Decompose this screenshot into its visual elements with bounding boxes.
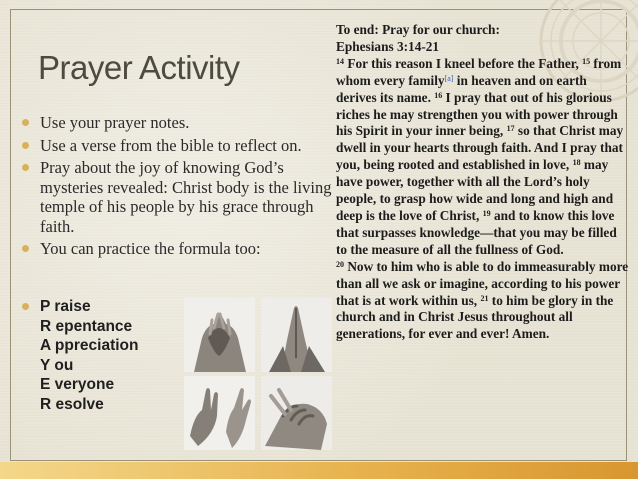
page-title: Prayer Activity bbox=[38, 49, 240, 86]
acronym-line: A ppreciation bbox=[40, 337, 139, 355]
praying-hands-fingertips-photo bbox=[184, 298, 255, 372]
verse-number: 17 bbox=[506, 124, 515, 134]
verse-number: 16 bbox=[434, 90, 443, 100]
verse-number: 19 bbox=[482, 208, 491, 218]
praying-hands-pressed-photo bbox=[261, 298, 332, 372]
bullet-icon bbox=[22, 245, 29, 252]
footnote-link[interactable]: [a] bbox=[444, 73, 454, 83]
acronym-line: R esolve bbox=[40, 395, 104, 413]
scripture-heading: To end: Pray for our church: bbox=[336, 22, 500, 37]
scripture-reference: Ephesians 3:14-21 bbox=[336, 38, 440, 54]
bullet-item bbox=[22, 113, 334, 133]
acronym-line: Y ou bbox=[40, 356, 74, 374]
scripture-text: $^{14}$ For this reason I kneel before the Father, $^{15}$ from whom every family[a] in heaven and on earth derives its name. $^{16}$ I pray that out of his glorious riches he may strengthen you with power through his Spirit in your inner being, $^{17}$ so that Christ may dwell in your hearts through faith. And I pray that you, being rooted and established in love, $^{18}$ may have power, together with all the Lord’s holy people, to grasp how wide and long and high and deep is the love of Christ, $^{19}$ and to know this love that surpasses knowledge—that you may be filled to the measure of all the fullness of God. bbox=[336, 55, 624, 257]
bullet-icon bbox=[22, 119, 29, 126]
verse-number: 20 bbox=[336, 259, 344, 269]
bullet-list bbox=[22, 113, 334, 262]
praying-hands-photo-grid bbox=[184, 298, 332, 451]
bullet-text: Use your prayer notes. bbox=[40, 113, 190, 132]
verse-number: 15 bbox=[582, 56, 591, 66]
bullet-icon bbox=[22, 164, 29, 171]
acronym-line: E veryone bbox=[40, 376, 115, 394]
praying-acronym bbox=[22, 297, 192, 415]
bullet-text: Pray about the joy of knowing God’s mysteries revealed: Christ body is the living temple of his people by his grace through faith. bbox=[40, 158, 332, 236]
verse-number: 18 bbox=[572, 158, 581, 168]
footer-bar bbox=[0, 462, 638, 479]
acronym-line: P raise bbox=[40, 298, 91, 315]
clasped-hands-photo bbox=[261, 376, 332, 450]
bullet-item bbox=[22, 239, 334, 259]
bullet-icon bbox=[22, 142, 29, 149]
bullet-item bbox=[22, 136, 334, 156]
bullet-text: You can practice the formula too: bbox=[40, 239, 261, 258]
verse-number: 21 bbox=[480, 293, 489, 303]
open-hands-photo bbox=[184, 376, 255, 450]
bullet-text: Use a verse from the bible to reflect on. bbox=[40, 135, 302, 155]
bullet-icon bbox=[22, 303, 29, 310]
scripture-text: $^{20}$ Now to him who is able to do immeasurably more than all we ask or imagine, according to his power that is at work within us, $^{21}$ to him be glory in the church and in Christ Jesus throughout all generations, for ever and ever! Amen. bbox=[336, 258, 629, 342]
scripture-passage bbox=[336, 22, 630, 343]
acronym-line: R epentance bbox=[40, 317, 133, 335]
verse-number: 14 bbox=[336, 56, 344, 66]
bullet-item bbox=[22, 158, 334, 236]
